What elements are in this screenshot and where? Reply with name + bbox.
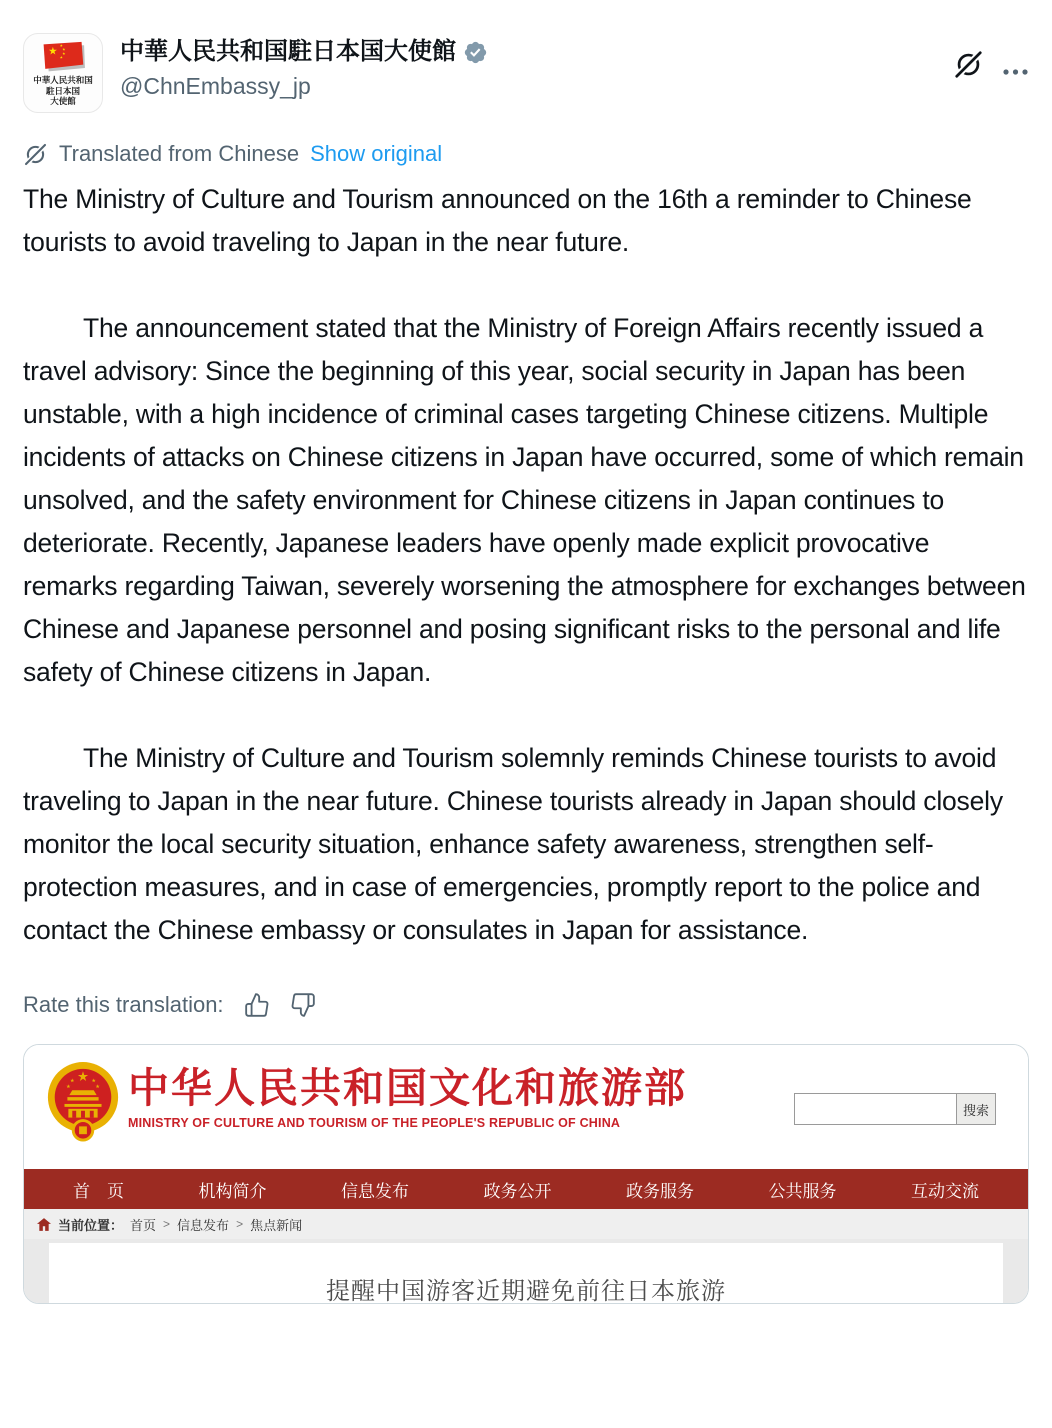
rate-translation-row xyxy=(23,992,1029,1018)
thumbs-down-icon xyxy=(290,992,316,1018)
avatar[interactable] xyxy=(23,33,103,113)
show-original-link[interactable]: Show original xyxy=(310,141,443,166)
ministry-site-title: 中华人民共和国文化和旅游部 xyxy=(128,1065,687,1111)
grok-translate-icon xyxy=(23,142,48,167)
thumbs-up-button[interactable] xyxy=(244,992,270,1018)
breadcrumb-label: 当前位置： xyxy=(58,1217,124,1233)
grok-icon xyxy=(953,49,984,80)
search-button: 搜索 xyxy=(956,1093,996,1125)
breadcrumb-separator: > xyxy=(236,1217,244,1231)
site-search xyxy=(794,1093,996,1125)
tweet-text xyxy=(23,178,1029,952)
home-icon xyxy=(37,1218,51,1231)
more-dots-icon xyxy=(1002,68,1029,76)
breadcrumb-separator: > xyxy=(163,1217,171,1231)
nav-item-public-service: 公共服务 xyxy=(768,1181,837,1201)
tweet-paragraph: The Ministry of Culture and Tourism solemnly reminds Chinese tourists to avoid traveling to Japan in the near future. Chinese tourists already in Japan should closely monitor the local security situation, enhance safety awareness, strengthen self-protection measures, and in case of emergencies, promptly report to the police and contact the Chinese embassy or consulates in Japan for assistance. xyxy=(23,743,1003,945)
grok-button[interactable] xyxy=(953,49,984,83)
national-emblem-icon xyxy=(44,1060,122,1144)
rate-translation-label: Rate this translation: xyxy=(23,992,224,1017)
tweet-paragraph: The announcement stated that the Ministry of Foreign Affairs recently issued a travel advisory: Since the beginning of this year, social security in Japan has been unstable, with a high incidence of criminal cases targeting Chinese citizens. Multiple incidents of attacks on Chinese citizens in Japan have occurred, some of which remain unsolved, and the safety environment for Chinese citizens in Japan continues to deteriorate. Recently, Japanese leaders have openly made explicit provocative remarks regarding Taiwan, severely worsening the atmosphere for exchanges between Chinese and Japanese personnel and posing significant risks to the personal and life safety of Chinese citizens in Japan. xyxy=(23,313,1026,687)
more-button[interactable] xyxy=(1002,54,1029,79)
display-name[interactable]: 中華人民共和国駐日本国大使館 xyxy=(120,38,456,65)
article-box xyxy=(49,1243,1003,1304)
breadcrumb-item-home: 首页 xyxy=(130,1217,157,1233)
tweet-header xyxy=(23,33,1029,113)
breadcrumb-item-info: 信息发布 xyxy=(177,1217,230,1233)
ministry-site-content xyxy=(24,1239,1028,1304)
nav-item-gov-service: 政务服务 xyxy=(626,1181,694,1201)
thumbs-down-button[interactable] xyxy=(290,992,316,1018)
tweet-actions xyxy=(953,33,1029,83)
article-title: 提醒中国游客近期避免前往日本旅游 xyxy=(326,1278,726,1304)
breadcrumb xyxy=(24,1209,1028,1239)
embedded-image-card[interactable] xyxy=(23,1044,1029,1304)
avatar-caption: 中華人民共和国 駐日本国 大使館 xyxy=(33,75,93,106)
china-flag-icon xyxy=(36,39,90,75)
nav-item-gov-open: 政务公开 xyxy=(483,1181,552,1201)
translation-bar xyxy=(23,141,1029,167)
translated-from-label: Translated from Chinese xyxy=(59,141,300,166)
tweet-detail xyxy=(0,33,1052,1304)
ministry-site-nav xyxy=(24,1169,1028,1209)
tweet-paragraph: The Ministry of Culture and Tourism announced on the 16th a reminder to Chinese tourists to avoid traveling to Japan in the near future. xyxy=(23,184,972,257)
verified-badge-icon xyxy=(463,40,488,65)
ministry-site-subtitle: MINISTRY OF CULTURE AND TOURISM OF THE PEOPLE'S REPUBLIC OF CHINA xyxy=(128,1116,621,1130)
nav-item-home: 首 页 xyxy=(73,1181,124,1201)
user-handle[interactable]: @ChnEmbassy_jp xyxy=(120,73,311,99)
ministry-site-header xyxy=(24,1045,1028,1169)
search-input xyxy=(794,1093,956,1125)
thumbs-up-icon xyxy=(244,992,270,1018)
breadcrumb-item-news: 焦点新闻 xyxy=(250,1217,303,1233)
nav-item-interaction: 互动交流 xyxy=(911,1181,979,1201)
nav-item-about: 机构简介 xyxy=(198,1181,267,1201)
nav-item-info: 信息发布 xyxy=(341,1181,409,1201)
user-names xyxy=(120,33,488,99)
